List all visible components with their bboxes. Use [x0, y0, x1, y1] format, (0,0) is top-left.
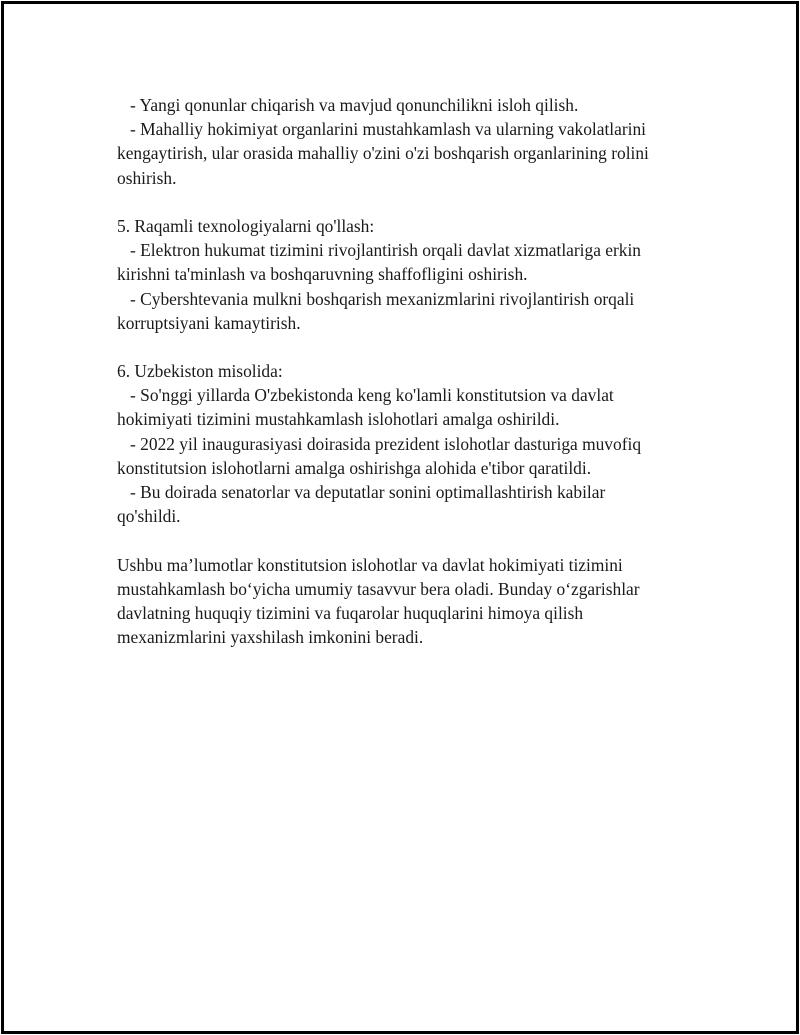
- conclusion-line: mustahkamlash bo‘yicha umumiy tasavvur bera oladi. Bunday o‘zgarishlar: [117, 578, 640, 599]
- text-line: - Mahalliy hokimiyat organlarini mustahkamlash va ularning vakolatlarini: [117, 119, 647, 140]
- text-line: - So'nggi yillarda O'zbekistonda keng ko'lamli konstitutsion va davlat: [117, 385, 614, 406]
- blank-line: [117, 190, 707, 214]
- text-line: korruptsiyani kamaytirish.: [117, 312, 301, 333]
- text-line: kengaytirish, ular orasida mahalliy o'zini o'zi boshqarish organlarining rolini: [117, 143, 649, 164]
- document-body: [117, 93, 707, 649]
- conclusion-line: davlatning huquqiy tizimini va fuqarolar huquqlarini himoya qilish: [117, 602, 584, 623]
- section-heading-6: 6. Uzbekiston misolida:: [117, 361, 283, 382]
- text-line: konstitutsion islohotlarni amalga oshirishga alohida e'tibor qaratildi.: [117, 457, 592, 478]
- text-line: qo'shildi.: [117, 506, 181, 527]
- text-line: oshirish.: [117, 167, 177, 188]
- blank-line: [117, 528, 707, 552]
- conclusion-line: Ushbu ma’lumotlar konstitutsion islohotlar va davlat hokimiyati tizimini: [117, 554, 623, 575]
- text-line: kirishni ta'minlash va boshqaruvning shaffofligini oshirish.: [117, 264, 528, 285]
- text-line: - 2022 yil inaugurasiyasi doirasida prezident islohotlar dasturiga muvofiq: [117, 433, 642, 454]
- text-line: - Bu doirada senatorlar va deputatlar sonini optimallashtirish kabilar: [117, 482, 606, 502]
- text-line: hokimiyati tizimini mustahkamlash islohotlari amalga oshirildi.: [117, 409, 560, 430]
- text-line: - Cybershtevania mulkni boshqarish mexanizmlarini rivojlantirish orqali: [117, 288, 635, 309]
- section-heading-5: 5. Raqamli texnologiyalarni qo'llash:: [117, 215, 375, 236]
- text-line: - Elektron hukumat tizimini rivojlantirish orqali davlat xizmatlariga erkin: [117, 240, 641, 261]
- text-line: - Yangi qonunlar chiqarish va mavjud qonunchilikni isloh qilish.: [117, 95, 579, 115]
- blank-line: [117, 335, 707, 359]
- conclusion-line: mexanizmlarini yaxshilash imkonini beradi.: [117, 627, 424, 648]
